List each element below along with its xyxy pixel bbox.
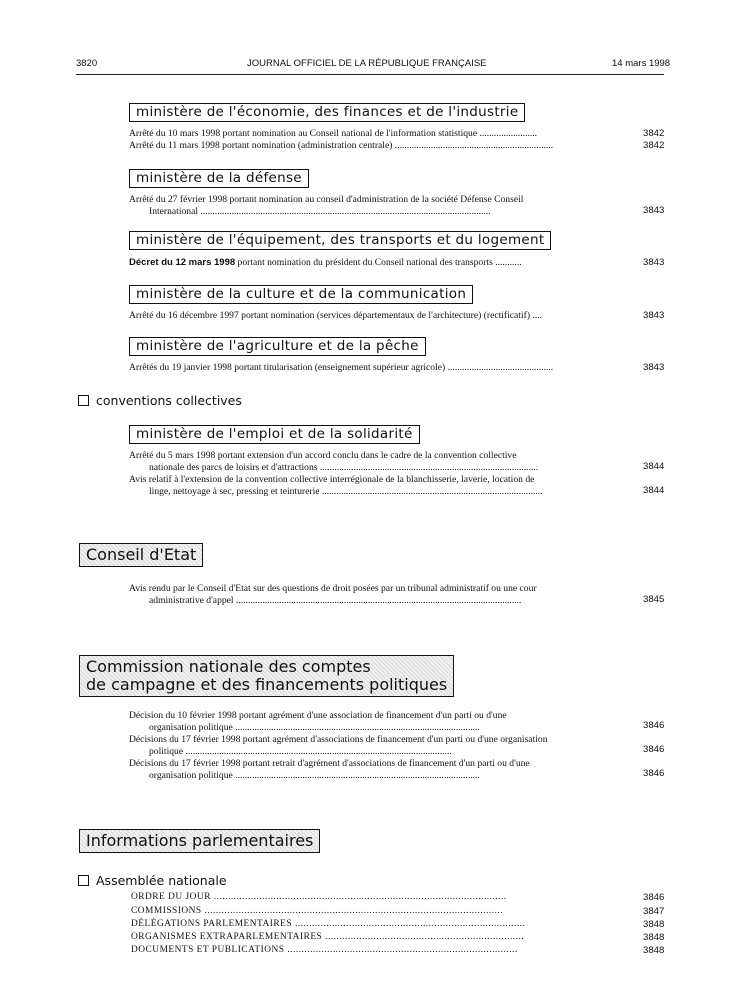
toc-entry[interactable]: Arrêté du 10 mars 1998 portant nomination au Conseil national de l'information statistique ........................ — [129, 128, 538, 139]
toc-entry[interactable]: Avis rendu par le Conseil d'Etat sur des questions de droit posées par un tribunal administratif ou une cour administrative d'appel ....................................................................................................................... — [129, 583, 537, 606]
ministry-heading-economie: ministère de l'économie, des finances et de l'industrie — [129, 103, 525, 122]
heading-commission-nationale: Commission nationale des comptes de campagne et des financements politiques — [79, 655, 454, 697]
toc-entry[interactable]: ORDRE DU JOUR ....................................................................................................... — [131, 892, 507, 902]
toc-entry[interactable]: DOCUMENTS ET PUBLICATIONS ................................................................................. — [131, 945, 518, 955]
page-ref: 3846 — [643, 892, 665, 903]
toc-entry[interactable]: Arrêté du 16 décembre 1997 portant nomination (services départementaux de l'architecture) (rectificatif) .... — [129, 310, 543, 321]
page-number: 3820 — [76, 58, 98, 69]
page-ref: 3844 — [643, 485, 665, 496]
toc-entry[interactable]: Avis relatif à l'extension de la convention collective interrégionale de la blanchisserie, laverie, location de linge, nettoyage à sec, pressing et teinturerie ............................................................................................ — [129, 474, 543, 497]
ministry-heading-equipement: ministère de l'équipement, des transports et du logement — [129, 231, 551, 250]
page-ref: 3848 — [643, 932, 665, 943]
page-ref: 3842 — [643, 140, 665, 151]
page-ref: 3847 — [643, 906, 665, 917]
toc-entry[interactable]: DÉLÉGATIONS PARLEMENTAIRES ................................................................................. — [131, 919, 526, 929]
page-ref: 3846 — [643, 744, 665, 755]
journal-title: JOURNAL OFFICIEL DE LA RÉPUBLIQUE FRANÇAISE — [247, 58, 487, 69]
toc-entry[interactable]: Décision du 10 février 1998 portant agrément d'une association de financement d'un parti ou d'une organisation politique ...................................................................................................... — [129, 710, 507, 733]
toc-entry[interactable]: Arrêté du 11 mars 1998 portant nomination (administration centrale) .................................................................. — [129, 140, 554, 151]
heading-conseil-etat: Conseil d'Etat — [79, 543, 203, 567]
header-rule — [76, 74, 664, 75]
section-assemblee-nationale: Assemblée nationale — [78, 873, 227, 888]
page-ref: 3843 — [643, 257, 665, 268]
page-ref: 3846 — [643, 768, 665, 779]
page-ref: 3843 — [643, 310, 665, 321]
toc-entry[interactable]: Arrêté du 27 février 1998 portant nomination au conseil d'administration de la société Défense Conseil International ......................................................................................................................... — [129, 194, 524, 217]
toc-entry[interactable]: Arrêtés du 19 janvier 1998 portant titularisation (enseignement supérieur agricole) ............................................ — [129, 362, 554, 373]
issue-date: 14 mars 1998 — [612, 58, 671, 69]
toc-entry[interactable]: ORGANISMES EXTRAPARLEMENTAIRES ...................................................................... — [131, 932, 525, 942]
ministry-heading-defense: ministère de la défense — [129, 169, 309, 188]
page-ref: 3846 — [643, 720, 665, 731]
toc-entry[interactable]: Arrêté du 5 mars 1998 portant extension d'un accord conclu dans le cadre de la convention collective nationale des parcs de loisirs et d'attractions ........................................................................................... — [129, 450, 539, 473]
page-ref: 3842 — [643, 128, 665, 139]
toc-entry[interactable]: Décisions du 17 février 1998 portant retrait d'agrément d'associations de financement d'un parti ou d'une organisation politique ...................................................................................................... — [129, 758, 530, 781]
toc-entry[interactable]: Décisions du 17 février 1998 portant agrément d'associations de financement d'un parti ou d'une organisation politique ............................................................................................................... — [129, 734, 548, 757]
toc-entry[interactable]: COMMISSIONS ......................................................................................................... — [131, 906, 504, 916]
ministry-heading-culture: ministère de la culture et de la communication — [129, 285, 473, 304]
checkbox-square-icon — [78, 875, 89, 886]
page-ref: 3844 — [643, 461, 665, 472]
section-conventions: conventions collectives — [78, 393, 242, 408]
heading-informations-parlementaires: Informations parlementaires — [79, 829, 320, 853]
checkbox-square-icon — [78, 395, 89, 406]
toc-entry[interactable]: Décret du 12 mars 1998 portant nomination du président du Conseil national des transports ........... — [129, 257, 522, 268]
page-ref: 3843 — [643, 362, 665, 373]
ministry-heading-agriculture: ministère de l'agriculture et de la pêche — [129, 337, 426, 356]
page-ref: 3848 — [643, 919, 665, 930]
page-ref: 3848 — [643, 945, 665, 956]
page-ref: 3845 — [643, 594, 665, 605]
ministry-heading-emploi: ministère de l'emploi et de la solidarité — [129, 425, 420, 444]
page-ref: 3843 — [643, 205, 665, 216]
